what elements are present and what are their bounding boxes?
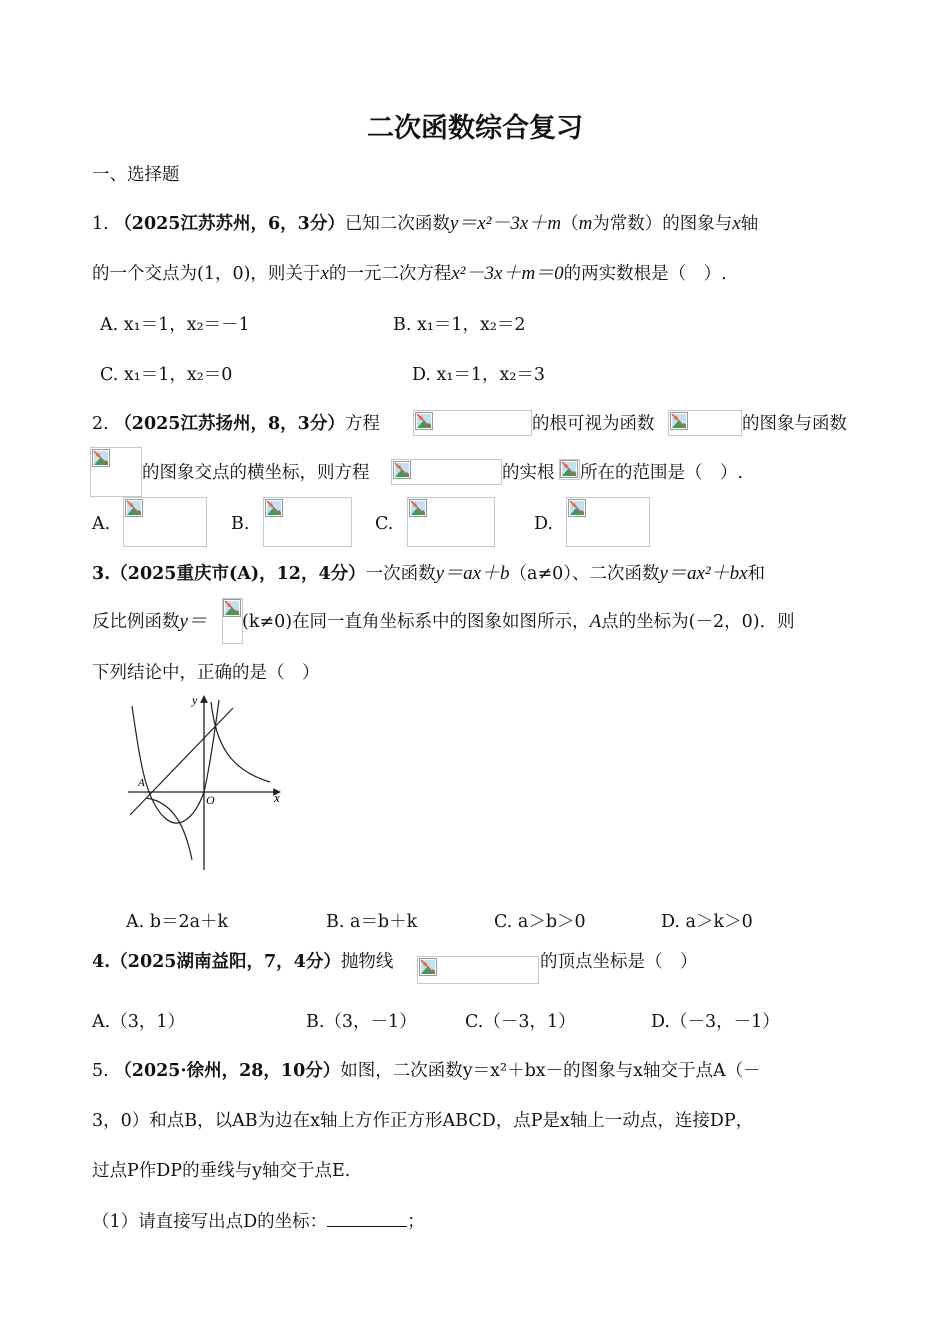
question-text: （1）请直接写出点D的坐标： (92, 1212, 328, 1232)
option-c-image (407, 497, 495, 547)
image-icon (419, 958, 437, 976)
option-a: A. b＝2a＋k (126, 912, 229, 932)
option-c: C.（－3，1） (465, 1012, 576, 1032)
equation: y＝ax＋b (435, 563, 510, 584)
question-text: 轴 (740, 214, 759, 234)
option-d-image (566, 497, 650, 547)
variable: m (578, 213, 593, 234)
question-5-line-1 (92, 1058, 761, 1084)
question-2-line-1 (92, 411, 380, 437)
question-text: 点的坐标为(－2，0)．则 (601, 612, 795, 632)
question-text: 的顶点坐标是（ ） (540, 952, 698, 972)
y-axis-label: y (192, 693, 198, 707)
image-icon (415, 412, 433, 430)
question-text: 的两实数根是（ ）. (563, 264, 727, 284)
question-text: 的图象交点的横坐标，则方程 (142, 463, 370, 483)
option-d: D. x₁＝1，x₂＝3 (412, 365, 546, 385)
question-text: 方程 (344, 414, 380, 434)
option-b: B. x₁＝1，x₂＝2 (393, 315, 526, 335)
question-3-line-2 (92, 609, 207, 635)
question-4-line-1 (92, 949, 393, 975)
question-1-line-2 (92, 261, 727, 287)
equation-image (417, 956, 539, 984)
equation: y＝ax²＋bx (659, 563, 748, 584)
question-3-line-1 (92, 561, 765, 587)
fraction-image (222, 598, 243, 644)
question-text: 的根可视为函数 (532, 414, 655, 434)
image-icon (393, 461, 411, 479)
option-d: D.（－3，－1） (651, 1012, 780, 1032)
function-image (90, 447, 142, 497)
option-a-image (123, 497, 207, 547)
image-icon (560, 460, 578, 478)
question-text: 抛物线 (340, 952, 394, 972)
option-a: A. (92, 514, 111, 534)
point-a-label: A (138, 777, 145, 789)
question-number: 4. (92, 952, 111, 972)
option-c: C. (375, 514, 394, 534)
question-number: 1. (92, 214, 109, 234)
question-text: （a≠0）、二次函数 (509, 564, 660, 584)
question-text: 的一个交点为(1，0)，则关于 (92, 264, 321, 284)
variable: x (732, 213, 741, 234)
question-source: （2025重庆市(A)，12，4分） (110, 564, 366, 584)
image-icon (670, 412, 688, 430)
question-text: 一次函数 (365, 564, 436, 584)
option-a: A. x₁＝1，x₂＝－1 (100, 315, 250, 335)
question-text: 的一元二次方程 (328, 264, 452, 284)
image-icon (125, 499, 143, 517)
question-text: 所在的范围是（ ）. (580, 463, 744, 483)
variable: x (320, 263, 329, 284)
page-title: 二次函数综合复习 (367, 113, 583, 144)
answer-blank[interactable] (327, 1208, 407, 1227)
question-text: 下列结论中，正确的是（ ） (92, 663, 320, 683)
image-icon (265, 499, 283, 517)
option-b: B. a＝b＋k (326, 912, 418, 932)
question-text: 已知二次函数 (344, 214, 450, 234)
question-text: 的图象与函数 (742, 414, 847, 434)
variable-image (559, 459, 580, 480)
equation-image (391, 459, 502, 485)
question-1-line-1 (92, 211, 758, 237)
question-text: 反比例函数 (92, 612, 180, 632)
option-b: B.（3，－1） (306, 1012, 417, 1032)
question-text: 为常数）的图象与 (592, 214, 733, 234)
option-c: C. x₁＝1，x₂＝0 (100, 365, 233, 385)
question-text: 的实根 (502, 463, 555, 483)
question-source: （2025湖南益阳，7，4分） (110, 952, 341, 972)
origin-label: O (206, 793, 215, 807)
hyperbola-branch-2 (146, 798, 192, 860)
option-b: B. (231, 514, 250, 534)
equation: y＝x²－3x＋m (449, 213, 562, 234)
equation: x²－3x＋m＝0 (451, 263, 564, 284)
question-number: 2. (92, 414, 109, 434)
question-text: ； (407, 1212, 425, 1232)
hyperbola-branch-1 (211, 702, 270, 782)
image-icon (409, 499, 427, 517)
question-text: 和 (747, 564, 766, 584)
question-number: 3. (92, 564, 111, 584)
linear-function-line (130, 708, 233, 815)
equation-image (413, 410, 532, 436)
x-axis-label: x (274, 790, 280, 805)
question-text: （ (561, 214, 579, 234)
option-b-image (263, 497, 352, 547)
image-icon (223, 599, 241, 617)
question-source: （2025·徐州，28，10分） (114, 1061, 341, 1081)
question-number: 5. (92, 1061, 109, 1081)
question-5-line-3: 过点P作DP的垂线与y轴交于点E. (92, 1161, 351, 1181)
question-source: （2025江苏苏州，6，3分） (114, 214, 345, 234)
option-d: D. (534, 514, 553, 534)
option-a: A.（3，1） (92, 1012, 185, 1032)
question-3-line-2b (242, 609, 795, 635)
option-d: D. a＞k＞0 (661, 912, 753, 932)
function-image (668, 410, 742, 436)
function-graph (120, 690, 290, 875)
image-icon (568, 499, 586, 517)
option-c: C. a＞b＞0 (494, 912, 586, 932)
question-text: 如图，二次函数y＝x²＋bx－的图象与x轴交于点A（－ (340, 1061, 761, 1081)
variable: A (589, 611, 602, 632)
section-heading: 一、选择题 (92, 165, 180, 185)
question-source: （2025江苏扬州，8，3分） (114, 414, 345, 434)
question-5-sub-1 (92, 1208, 425, 1235)
question-5-line-2: 3，0）和点B，以AB为边在x轴上方作正方形ABCD，点P是x轴上一动点，连接DP， (92, 1111, 754, 1131)
image-icon (92, 449, 110, 467)
equation: y＝ (179, 611, 207, 632)
question-text: (k≠0)在同一直角坐标系中的图象如图所示， (242, 612, 590, 632)
